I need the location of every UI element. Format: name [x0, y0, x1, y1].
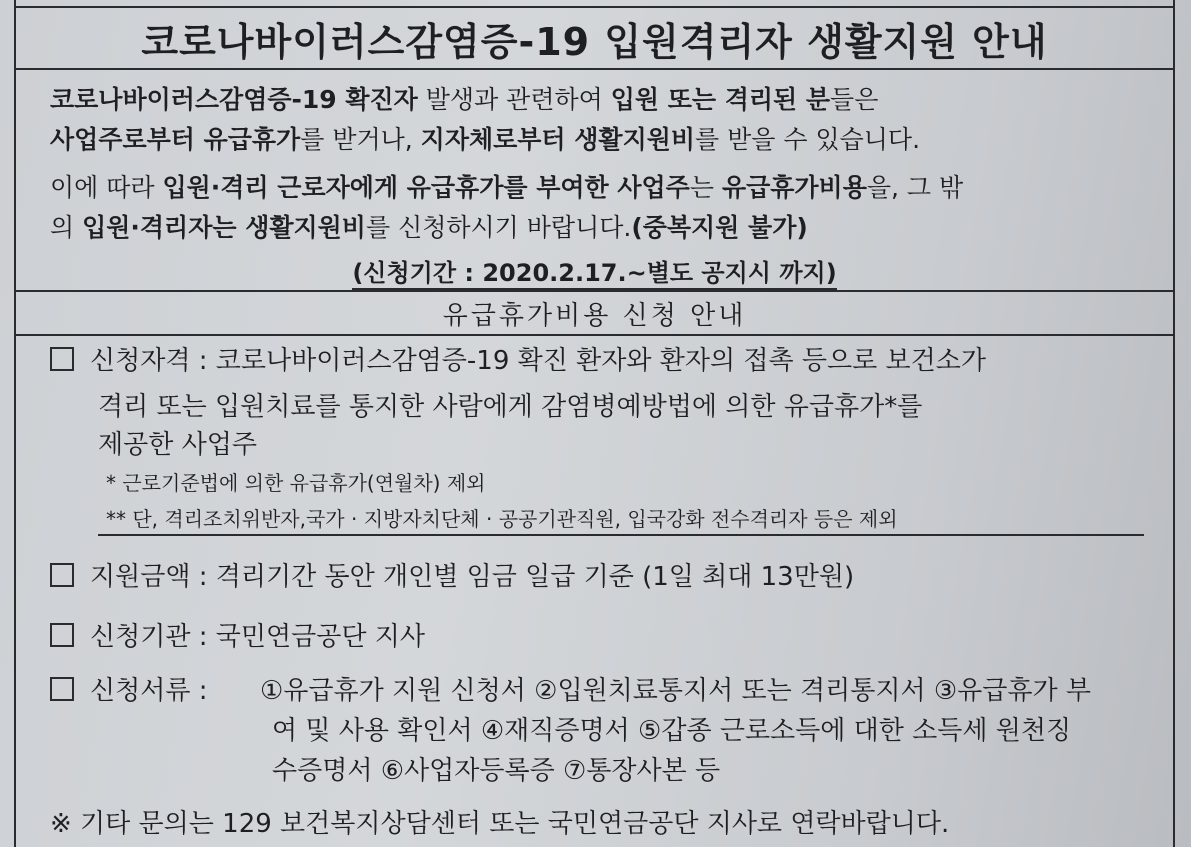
- intro-line-1: [50, 80, 1160, 120]
- agency-item: [50, 618, 425, 656]
- intro-line-4-run-1: 의: [50, 213, 83, 242]
- intro-line-2: [50, 120, 1160, 160]
- intro-paragraph: [50, 80, 1160, 248]
- qualification-line-3: 제공한 사업주: [98, 430, 257, 460]
- contact-footer: ※ 기타 문의는 129 보건복지상담센터 또는 국민연금공단 지사로 연락바랍니다.: [50, 809, 950, 839]
- intro-line-2-run-3: 지자체로부터 생활지원비: [420, 125, 696, 154]
- checkbox-icon: [50, 623, 74, 647]
- documents-line-1: ①유급휴가 지원 신청서 ②입원치료통지서 또는 격리통지서 ③유급휴가 부: [260, 676, 1092, 706]
- notice-title: 코로나바이러스감염증-19 입원격리자 생활지원 안내: [16, 6, 1173, 70]
- documents-line-2: 여 및 사용 확인서 ④재직증명서 ⑤갑종 근로소득에 대한 소득세 원천징: [272, 716, 1072, 746]
- agency-text: 신청기관 : 국민연금공단 지사: [90, 622, 425, 652]
- intro-line-1-run-4: 들은: [830, 85, 879, 114]
- checkbox-icon: [50, 563, 74, 587]
- footnote-1: * 근로기준법에 의한 유급휴가(연월차) 제외: [106, 471, 486, 495]
- intro-line-3-run-5: 을, 그 밖: [866, 173, 964, 202]
- notice-sheet: [14, 0, 1175, 847]
- intro-line-3-run-3: 는: [689, 173, 722, 202]
- intro-line-3-run-4: 유급휴가비용: [721, 173, 867, 202]
- qualification-item: [50, 342, 986, 380]
- intro-line-1-run-1: 코로나바이러스감염증-19 확진자: [50, 85, 418, 114]
- documents-item: [50, 672, 208, 710]
- section-heading: 유급휴가비용 신청 안내: [16, 290, 1173, 336]
- amount-text: 지원금액 : 격리기간 동안 개인별 임금 일급 기준 (1일 최대 13만원): [90, 562, 855, 592]
- checkbox-icon: [50, 677, 74, 701]
- intro-line-4-run-3: 를 신청하시기 바랍니다.: [365, 213, 632, 242]
- intro-line-2-run-2: 를 받거나,: [300, 125, 421, 154]
- intro-line-1-run-2: 발생과 관련하여: [417, 85, 611, 114]
- intro-line-2-run-1: 사업주로부터 유급휴가: [50, 125, 301, 154]
- intro-line-4: [50, 208, 1160, 248]
- intro-line-3: [50, 168, 1160, 208]
- intro-line-1-run-3: 입원 또는 격리된 분: [610, 85, 831, 114]
- footnote-2: ** 단, 격리조치위반자,국가 · 지방자치단체 · 공공기관직원, 입국강화 전수격리자 등은 제외: [98, 504, 1144, 536]
- intro-line-3-run-2: 입원·격리 근로자에게 유급휴가를 부여한 사업주: [162, 173, 690, 202]
- documents-label: 신청서류 :: [90, 676, 208, 706]
- intro-line-3-run-1: 이에 따라: [50, 173, 163, 202]
- qualification-line-2: 격리 또는 입원치료를 통지한 사람에게 감염병예방법에 의한 유급휴가*를: [98, 392, 923, 422]
- amount-item: [50, 558, 854, 596]
- application-period: (신청기간 : 2020.2.17.~별도 공지시 까지): [16, 256, 1173, 290]
- checkbox-icon: [50, 347, 74, 371]
- intro-line-4-run-2: 입원·격리자는 생활지원비: [82, 213, 366, 242]
- qualification-line-1: 신청자격 : 코로나바이러스감염증-19 확진 환자와 환자의 접촉 등으로 보건소가: [90, 346, 986, 376]
- intro-line-4-run-4: (중복지원 불가): [631, 213, 808, 242]
- intro-line-2-run-4: 를 받을 수 있습니다.: [695, 125, 921, 154]
- documents-line-3: 수증명서 ⑥사업자등록증 ⑦통장사본 등: [272, 756, 721, 786]
